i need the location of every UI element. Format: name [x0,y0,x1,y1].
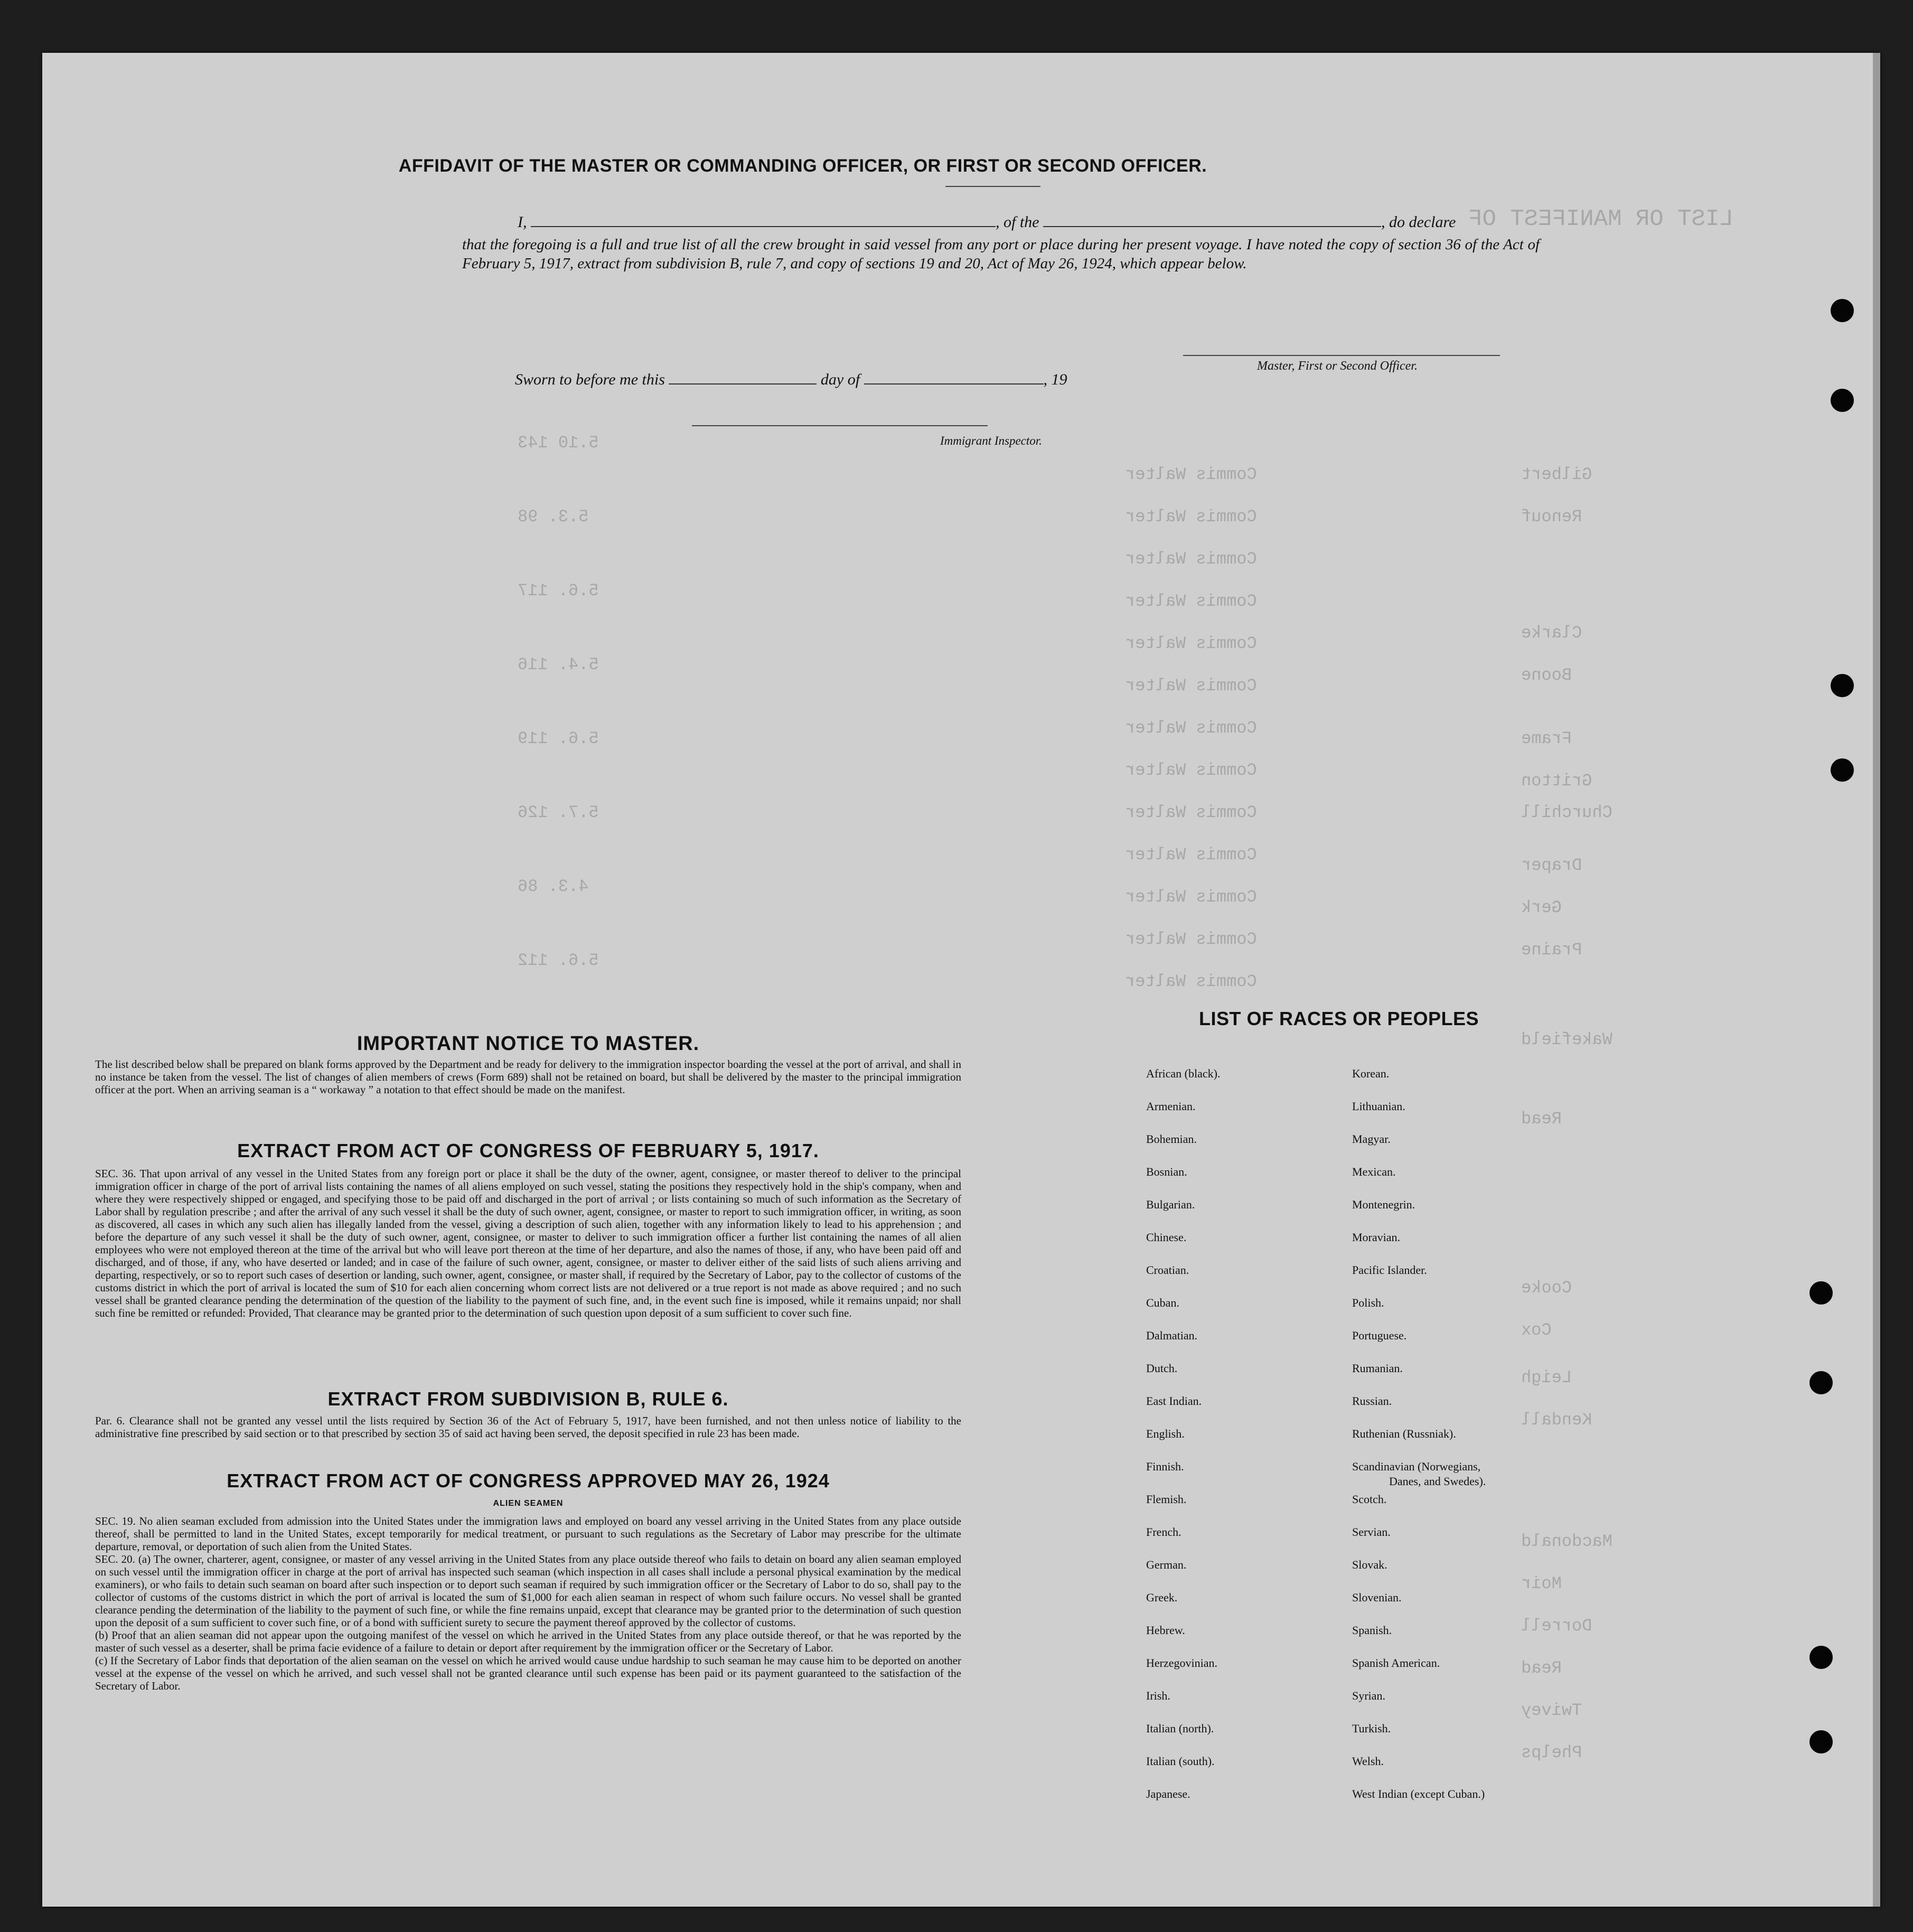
race-item: Syrian. [1352,1689,1385,1702]
bleed-through-text: Commis Walter [1125,972,1257,991]
bleed-through-text: 5.6. 117 [518,581,599,601]
race-item: East Indian. [1146,1394,1202,1408]
of-the-label: , of the [996,213,1039,231]
bleed-through-text: Commis Walter [1125,930,1257,949]
bleed-through-text: Cox [1521,1320,1552,1340]
day-of-label: day of [820,371,860,388]
do-declare-label: , do declare [1381,213,1456,231]
extract-1924-title: EXTRACT FROM ACT OF CONGRESS APPROVED MAY 26, 1924 [227,1470,830,1492]
race-item: Montenegrin. [1352,1198,1415,1211]
bleed-through-text: Read [1521,1109,1562,1129]
bleed-through-text: Commis Walter [1125,634,1257,653]
race-item: Ruthenian (Russniak). [1352,1427,1456,1440]
race-item: Pacific Islander. [1352,1263,1427,1277]
notice-body: The list described below shall be prepared on blank forms approved by the Department and be ready for delivery to the immigration inspector boarding the vessel at the port of arrival, and shall in no instance be taken from the vessel. The list of changes of alien members of crews (Form 689) shall not be retained on board, but shall be delivered by the master to the principal immigration officer at the port. When an arriving seaman is a “ workaway ” a notation to that effect should be made on the manifest. [95,1058,961,1096]
section-20c-text: (c) If the Secretary of Labor finds that deportation of the alien seaman on the vessel on which he arrived would cause undue hardship to such seaman he may cause him to be deported on another vessel at the expense of the vessel on which he arrived, and such vessel shall not be granted clearance until such expense has been paid or its payment guaranteed to the satisfaction of the Secretary of Labor. [95,1654,961,1692]
bleed-through-text: Macdonald [1521,1532,1612,1551]
bleed-through-text: Wakefield [1521,1030,1612,1049]
bleed-through-text: Praine [1521,940,1582,960]
race-item: African (black). [1146,1067,1221,1080]
section-20a-text: SEC. 20. (a) The owner, charterer, agent, consignee, or master of any vessel arriving in the United States from any place outside thereof who fails to detain on board any alien seaman employed on such vessel until the immigration officer in charge at the port of arrival has inspected such seaman (which inspection in all cases shall include a personal physical examination by the medical examiners), or who fails to detain such seaman on board after such inspection or to deport such seaman if required by such immigration officer or the Secretary of Labor to do so, shall pay to the collector of customs of the customs district in which the port of arrival is located the sum of $1,000 for each alien seaman in respect of whom such failure occurs. No vessel shall be granted clearance pending the determination of the liability to the payment of such fine, or while the fine remains unpaid, except that clearance may be granted prior to the determination of such question upon the deposit of a sum sufficient to cover such fine, or of a bond with sufficient surety to secure the payment thereof approved by the collector of customs. [95,1553,961,1629]
race-item: German. [1146,1558,1187,1571]
race-item: Slovak. [1352,1558,1387,1571]
bleed-through-text: Commis Walter [1125,465,1257,484]
extract-1917-body: SEC. 36. That upon arrival of any vessel in the United States from any foreign port or place it shall be the duty of the owner, agent, consignee, or master thereof to deliver to the principal immigration officer in charge of the port of arrival lists containing the names of all aliens employed on such vessel, stating the positions they respectively hold in the ship's company, when and where they were respectively shipped or engaged, and specifying those to be paid off and discharged in the port of arrival ; or lists containing so much of such information as the Secretary of Labor shall by regulation prescribe ; and after the arrival of any such vessel it shall be the duty of such owner, agent, consignee, or master to report to such immigration officer, in writing, as soon as discovered, all cases in which any such alien has illegally landed from the vessel, giving a description of such alien, together with any information likely to lead to his apprehension ; and before the departure of any such vessel it shall be the duty of such owner, agent, consignee, or master to deliver to such immigration officer a further list containing the names of all alien employees who were not employed thereon at the time of the arrival but who will leave port thereon at the time of her departure, and also the names of those, if any, who have been paid off and discharged, and of those, if any, who have deserted or landed; and in case of the failure of such owner, agent, consignee, or master to deliver either of the said lists of such aliens arriving and departing, respectively, or so to report such cases of desertion or landing, such owner, agent, consignee, or master shall, if required by the Secretary of Labor, pay to the collector of customs of the customs district in which the port of arrival is located the sum of $10 for each alien concerning whom correct lists are not delivered or a true report is not made as above required ; and no such vessel shall be granted clearance pending the determination of the question of the liability to the payment of such fine, and, in the event such fine is imposed, while it remains unpaid; nor shall such fine be remitted or refunded: Provided, That clearance may be granted prior to the determination of such question upon deposit of a sum sufficient to cover such fine. [95,1167,961,1319]
race-item: Polish. [1352,1296,1384,1309]
bleed-through-text: Cooke [1521,1278,1572,1298]
bleed-through-text: 5.6. 119 [518,729,599,748]
bleed-through-text: Read [1521,1658,1562,1678]
master-signature-label: Master, First or Second Officer. [1257,359,1418,373]
races-title: LIST OF RACES OR PEOPLES [1199,1008,1479,1029]
rule-6-body: Par. 6. Clearance shall not be granted any vessel until the lists required by Section 36 of the Act of February 5, 1917, have been furnished, and not then unless notice of liability to the administrative fine prescribed by said section or to that prescribed by section 35 of said act having been served, the deposit specified in rule 23 has been made. [95,1414,961,1440]
affidavit-body: that the foregoing is a full and true list of all the crew brought in said vessel from any port or place during her present voyage. I have noted the copy of section 36 of the Act of February 5, 1917, extract from subdivision B, rule 7, and copy of sections 19 and 20, Act of May 26, 1924, which appear below. [462,236,1540,272]
race-item: Slovenian. [1352,1591,1402,1604]
bleed-through-text: Frame [1521,729,1572,748]
race-item: Turkish. [1352,1722,1391,1735]
bleed-through-text: Commis Walter [1125,592,1257,611]
bleed-through-text: Renouf [1521,507,1582,527]
race-item-continuation: Danes, and Swedes). [1389,1475,1486,1488]
bleed-through-text: Kendall [1521,1410,1592,1430]
extract-1917-title: EXTRACT FROM ACT OF CONGRESS OF FEBRUARY 5, 1917. [237,1140,819,1161]
race-item: Chinese. [1146,1231,1187,1244]
bleed-through-text: Gerk [1521,898,1562,917]
race-item: Dutch. [1146,1362,1178,1375]
race-item: Scotch. [1352,1493,1387,1506]
year-prefix: , 19 [1043,371,1067,388]
bleed-through-text: 4.3. 86 [518,877,589,896]
bleed-through-text: Clarke [1521,623,1582,643]
bleed-through-text: Commis Walter [1125,549,1257,569]
bleed-through-text: Commis Walter [1125,845,1257,865]
bleed-through-text: Commis Walter [1125,718,1257,738]
race-item: Moravian. [1352,1231,1401,1244]
race-item: Armenian. [1146,1100,1196,1113]
sworn-label: Sworn to before me this [515,371,665,388]
race-item: Finnish. [1146,1460,1184,1473]
bleed-through-text: Churchill [1521,803,1612,822]
race-item: Lithuanian. [1352,1100,1405,1113]
race-item: Mexican. [1352,1165,1396,1178]
race-item: Greek. [1146,1591,1178,1604]
bleed-through-text: Commis Walter [1125,803,1257,822]
bleed-through-text: 5.10 143 [518,433,599,453]
bleed-through-text: Twivey [1521,1701,1582,1720]
bleed-through-text: 5.4. 116 [518,655,599,674]
race-item: Dalmatian. [1146,1329,1198,1342]
race-item: Rumanian. [1352,1362,1403,1375]
race-item: Croatian. [1146,1263,1189,1277]
bleed-through-text: Dorrell [1521,1616,1592,1636]
race-item: Japanese. [1146,1787,1190,1800]
bleed-through-text: Commis Walter [1125,676,1257,696]
race-item: Flemish. [1146,1493,1187,1506]
inspector-label: Immigrant Inspector. [940,434,1042,447]
affidavit-title: AFFIDAVIT OF THE MASTER OR COMMANDING OFFICER, OR FIRST OR SECOND OFFICER. [398,156,1207,176]
race-item: West Indian (except Cuban.) [1352,1787,1485,1800]
i-label: I, [518,213,527,231]
bleed-through-text: Moir [1521,1574,1562,1593]
bleed-through-text: Commis Walter [1125,887,1257,907]
bleed-through-text: Phelps [1521,1743,1582,1762]
race-item: Italian (south). [1146,1755,1215,1768]
race-item: Irish. [1146,1689,1170,1702]
bleed-through-text: Gritton [1521,771,1592,791]
race-item: Bosnian. [1146,1165,1187,1178]
race-item: Scandinavian (Norwegians, [1352,1460,1481,1473]
section-19-text: SEC. 19. No alien seaman excluded from admission into the United States under the immigration laws and employed on board any vessel arriving in the United States from any place outside thereof, shall be permitted to land in the United States, except temporarily for medical treatment, or pursuant to such regulations as the Secretary of Labor may prescribe for the ultimate departure, removal, or deportation of such alien from the United States. [95,1515,961,1553]
notice-title: IMPORTANT NOTICE TO MASTER. [357,1033,700,1055]
race-item: Herzegovinian. [1146,1656,1217,1670]
race-item: Russian. [1352,1394,1392,1408]
rule-6-title: EXTRACT FROM SUBDIVISION B, RULE 6. [327,1388,729,1410]
race-item: French. [1146,1525,1181,1539]
bleed-through-text: Leigh [1521,1368,1572,1387]
race-item: Magyar. [1352,1132,1391,1146]
races-list [42,53,1880,1907]
bleed-through-text: 5.7. 126 [518,803,599,822]
race-item: Bohemian. [1146,1132,1197,1146]
race-item: Bulgarian. [1146,1198,1195,1211]
race-item: Portuguese. [1352,1329,1407,1342]
bleed-through-text: Gilbert [1521,465,1592,484]
bleed-through-text: Commis Walter [1125,761,1257,780]
bleed-through-text: 5.3. 98 [518,507,589,527]
race-item: Hebrew. [1146,1624,1185,1637]
bleed-through-text: Boone [1521,665,1572,685]
document-page [42,53,1880,1907]
race-item: Spanish American. [1352,1656,1440,1670]
race-item: Servian. [1352,1525,1391,1539]
bleed-through-text: LIST OR MANIFEST OF [1468,206,1733,232]
race-item: Italian (north). [1146,1722,1214,1735]
race-item: English. [1146,1427,1185,1440]
extract-1924-subtitle: ALIEN SEAMEN [493,1499,564,1508]
bleed-through-text: 5.6. 112 [518,951,599,970]
race-item: Korean. [1352,1067,1390,1080]
section-20b-text: (b) Proof that an alien seaman did not appear upon the outgoing manifest of the vessel on which he arrived in the United States from any place outside thereof, or that he was reported by the master of such vessel as a deserter, shall be prima facie evidence of a failure to detain or deport after requirement by the immigration officer or the Secretary of Labor. [95,1629,961,1654]
race-item: Welsh. [1352,1755,1384,1768]
bleed-through-text: Commis Walter [1125,507,1257,527]
race-item: Spanish. [1352,1624,1392,1637]
bleed-through-text: Draper [1521,856,1582,875]
race-item: Cuban. [1146,1296,1179,1309]
